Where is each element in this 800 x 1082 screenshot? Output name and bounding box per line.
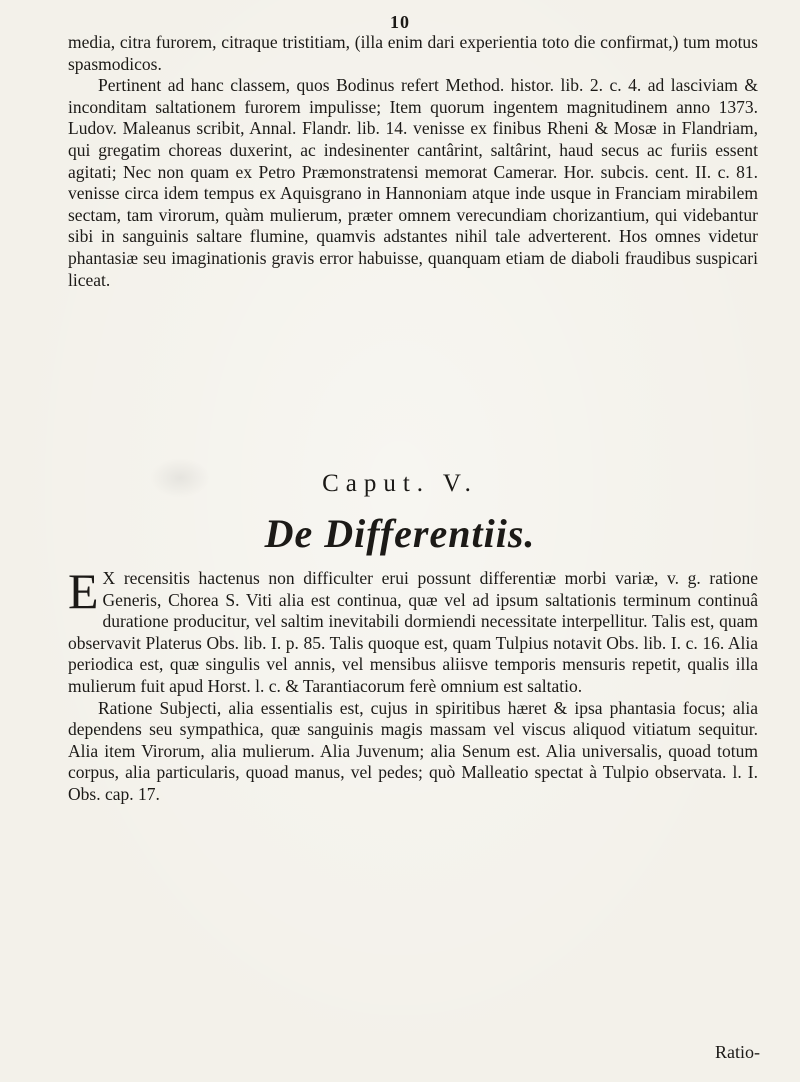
catchword: Ratio- [715,1042,760,1062]
paragraph-3-text: X recensitis hactenus non difficulter erui possunt differentiæ morbi variæ, v. g. ratione Generis, Chorea S. Viti alia est continua, quæ vel ad ipsum saltationis terminum continuâ duratione producitur, vel saltim inevitabili dormiendi necessitate interpellitur. Talis est, quam observavit Platerus Obs. lib. I. p. 85. Talis quoque est, quam Tulpius notavit Obs. lib. I. c. 16. Alia periodica est, quæ singulis vel annis, vel mensibus aliisve temporis mensuris repetit, qualis illa mulierum fuit apud Horst. l. c. & Tarantiacorum ferè omnium est saltatio. [68,568,758,696]
chapter-title: De Differentiis. [264,511,536,556]
chapter-body [68,563,758,806]
paragraph-3 [68,563,758,698]
paragraph-4: Ratione Subjecti, alia essentialis est, cujus in spiritibus hæret & ipsa phantasia focus; alia dependens seu sympathica, quæ sanguinis magis massam vel viscus aliquod vitiatum sequitur. Alia item Virorum, alia mulierum. Alia Juvenum; alia Senum est. Alia universalis, quoad totum corpus, alia particularis, quoad manus, vel pedes; quò Malleatio spectat à Tulpio observata. l. I. Obs. cap. 17. [68,697,758,804]
top-text-block [68,32,758,291]
drop-cap: E [68,563,99,619]
page-number: 10 [390,12,410,32]
paragraph-1: media, citra furorem, citraque tristitiam, (illa enim dari experientia toto die confirmat,) tum motus spasmodicos. [68,32,758,74]
caput-heading: Caput. V. [322,470,478,497]
paragraph-2: Pertinent ad hanc classem, quos Bodinus refert Method. histor. lib. 2. c. 4. ad lasciviam & inconditam saltationem furorem impulisse; Item quorum ingentem magnitudinem anno 1373. Ludov. Maleanus scribit, Annal. Flandr. lib. 14. venisse ex finibus Rheni & Mosæ in Flandriam, qui gregatim choreas duxerint, ac indesinenter cantârint, saltârint, haud secus ac furiis essent agitati; Nec non quam ex Petro Præmonstratensi memorat Camerar. Hor. subcis. cent. II. c. 81. venisse circa idem tempus ex Aquisgrano in Hannoniam atque inde usque in Franciam mirabilem sectam, tam virorum, quàm mulierum, præter omnem verecundiam chorizantium, qui videbantur sibi in sanguinis saltare flumine, quamvis adstantes nihil tale adverterent. Hos omnes videtur phantasiæ seu imaginationis gravis error habuisse, quanquam etiam de diaboli fraudibus suspicari liceat. [68,75,758,290]
